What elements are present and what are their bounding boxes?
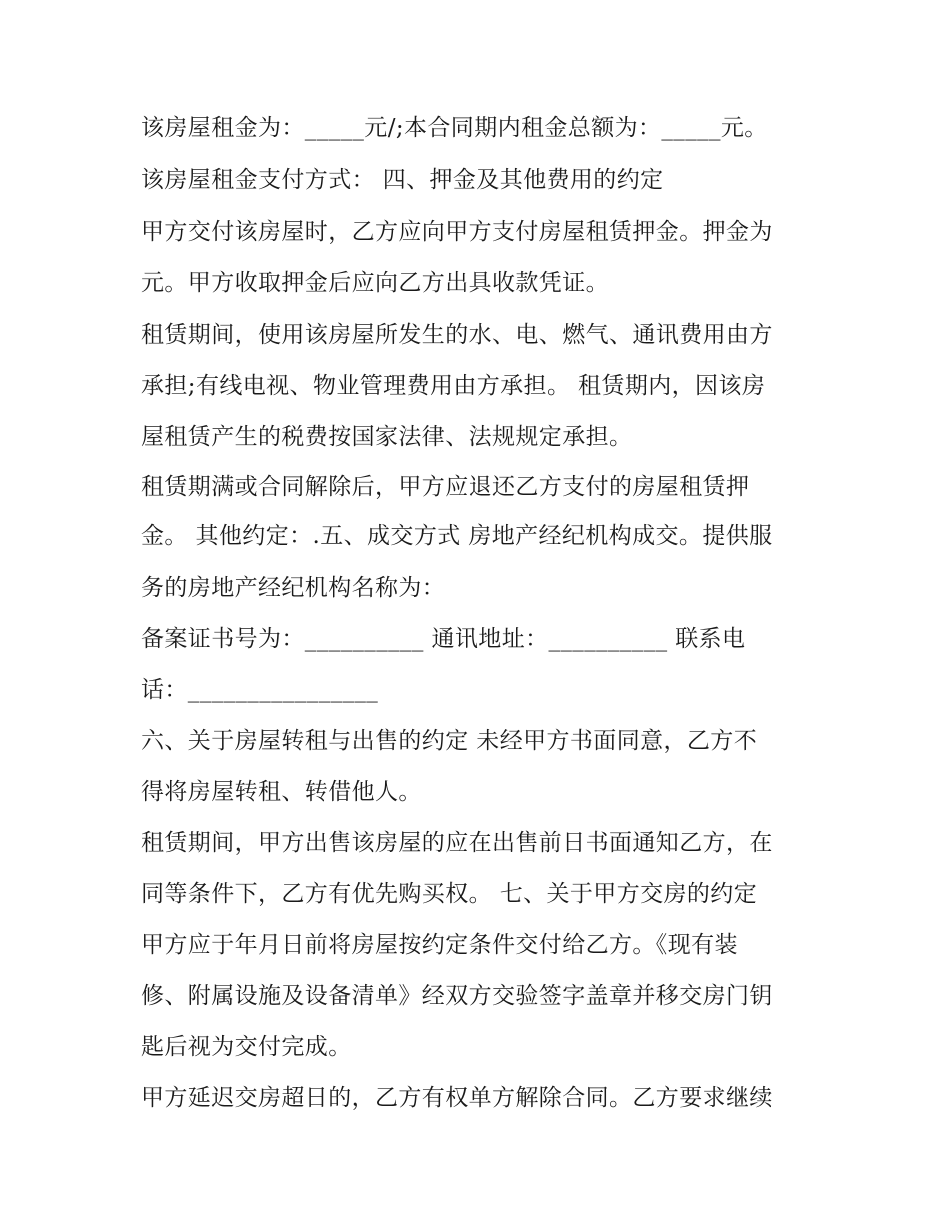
- text-line: 甲方应于年月日前将房屋按约定条件交付给乙方。《现有装: [141, 932, 738, 958]
- text-line: 甲方延迟交房超日的，乙方有权单方解除合同。乙方要求继续: [141, 1085, 773, 1111]
- text-line: 金。 其他约定：.五、成交方式 房地产经纪机构成交。提供服: [141, 523, 773, 549]
- text-line: 该房屋租金为：_____元/;本合同期内租金总额为：_____元。: [141, 115, 768, 141]
- text-line: 该房屋租金支付方式： 四、押金及其他费用的约定: [141, 167, 664, 193]
- text-line: 租赁期满或合同解除后，甲方应退还乙方支付的房屋租赁押: [141, 474, 750, 500]
- text-line: 务的房地产经纪机构名称为：: [141, 575, 446, 601]
- text-line: 备案证书号为：__________ 通讯地址：__________ 联系电: [141, 626, 746, 652]
- text-line: 同等条件下，乙方有优先购买权。 七、关于甲方交房的约定: [141, 881, 758, 907]
- text-line: 甲方交付该房屋时，乙方应向甲方支付房屋租赁押金。押金为: [141, 219, 773, 245]
- text-line: 得将房屋转租、转借他人。: [141, 779, 422, 805]
- text-line: 修、附属设施及设备清单》经双方交验签字盖章并移交房门钥: [141, 983, 773, 1009]
- text-line: 承担;有线电视、物业管理费用由方承担。 租赁期内，因该房: [141, 373, 766, 399]
- text-line: 元。甲方收取押金后应向乙方出具收款凭证。: [141, 270, 609, 296]
- text-line: 屋租赁产生的税费按国家法律、法规规定承担。: [141, 424, 633, 450]
- text-line: 六、关于房屋转租与出售的约定 未经甲方书面同意，乙方不: [141, 728, 758, 754]
- text-line: 租赁期间，使用该房屋所发生的水、电、燃气、通讯费用由方: [141, 322, 773, 348]
- text-line: 租赁期间，甲方出售该房屋的应在出售前日书面通知乙方，在: [141, 830, 773, 856]
- text-line: 话：________________: [141, 677, 379, 703]
- text-line: 匙后视为交付完成。: [141, 1034, 352, 1060]
